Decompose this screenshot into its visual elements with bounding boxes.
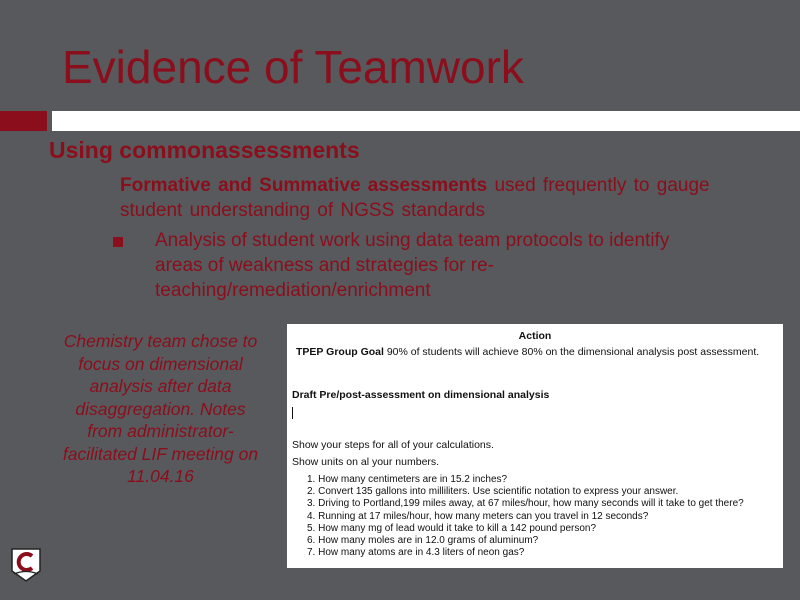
question-list bbox=[307, 474, 744, 559]
question-item: 7. How many atoms are in 4.3 liters of neon gas? bbox=[307, 547, 525, 559]
document-excerpt bbox=[287, 324, 783, 568]
goal-text: 90% of students will achieve 80% on the dimensional analysis post assessment. bbox=[383, 346, 760, 358]
paragraph-text: used frequently to gauge student understanding of NGSS standards bbox=[120, 175, 710, 221]
text-cursor bbox=[292, 407, 293, 419]
question-item: 2. Convert 135 gallons into milliliters. Use scientific notation to express your answer. bbox=[307, 486, 679, 498]
section-heading: Using commonassessments bbox=[49, 137, 360, 163]
question-item: 4. Running at 17 miles/hour, how many meters can you travel in 12 seconds? bbox=[307, 510, 649, 522]
title-rule-accent bbox=[0, 111, 47, 131]
school-crest-icon bbox=[10, 547, 42, 583]
document-header: Action bbox=[518, 330, 552, 342]
question-item: 5. How many mg of lead would it take to kill a 142 pound person? bbox=[307, 522, 597, 534]
bullet-text: Analysis of student work using data team protocols to identify areas of weakness and strategies for re-teaching/remediation/enrichment bbox=[155, 230, 670, 301]
question-item: 6. How many moles are in 12.0 grams of aluminum? bbox=[307, 535, 539, 547]
title-rule bbox=[52, 111, 800, 131]
question-item: 3. Driving to Portland,199 miles away, at 67 miles/hour, how many seconds will it take to get there? bbox=[307, 498, 744, 510]
slide-title: Evidence of Teamwork bbox=[62, 41, 524, 93]
draft-title: Draft Pre/post-assessment on dimensional analysis bbox=[292, 389, 550, 401]
question-item: 1. How many centimeters are in 15.2 inches? bbox=[307, 474, 508, 485]
instruction-line: Show your steps for all of your calculations. bbox=[292, 439, 494, 451]
side-note: Chemistry team chose to focus on dimensional analysis after data disaggregation. Notes from administrator-facilitated LIF meeting on 11.04.16 bbox=[62, 331, 259, 486]
assessment-paragraph bbox=[120, 173, 730, 223]
instruction-line: Show units on al your numbers. bbox=[292, 456, 440, 468]
goal-label: TPEP Group Goal bbox=[296, 346, 384, 358]
paragraph-bold: Formative and Summative assessments bbox=[120, 175, 488, 196]
group-goal bbox=[296, 346, 759, 358]
bullet-square-icon bbox=[113, 237, 123, 247]
